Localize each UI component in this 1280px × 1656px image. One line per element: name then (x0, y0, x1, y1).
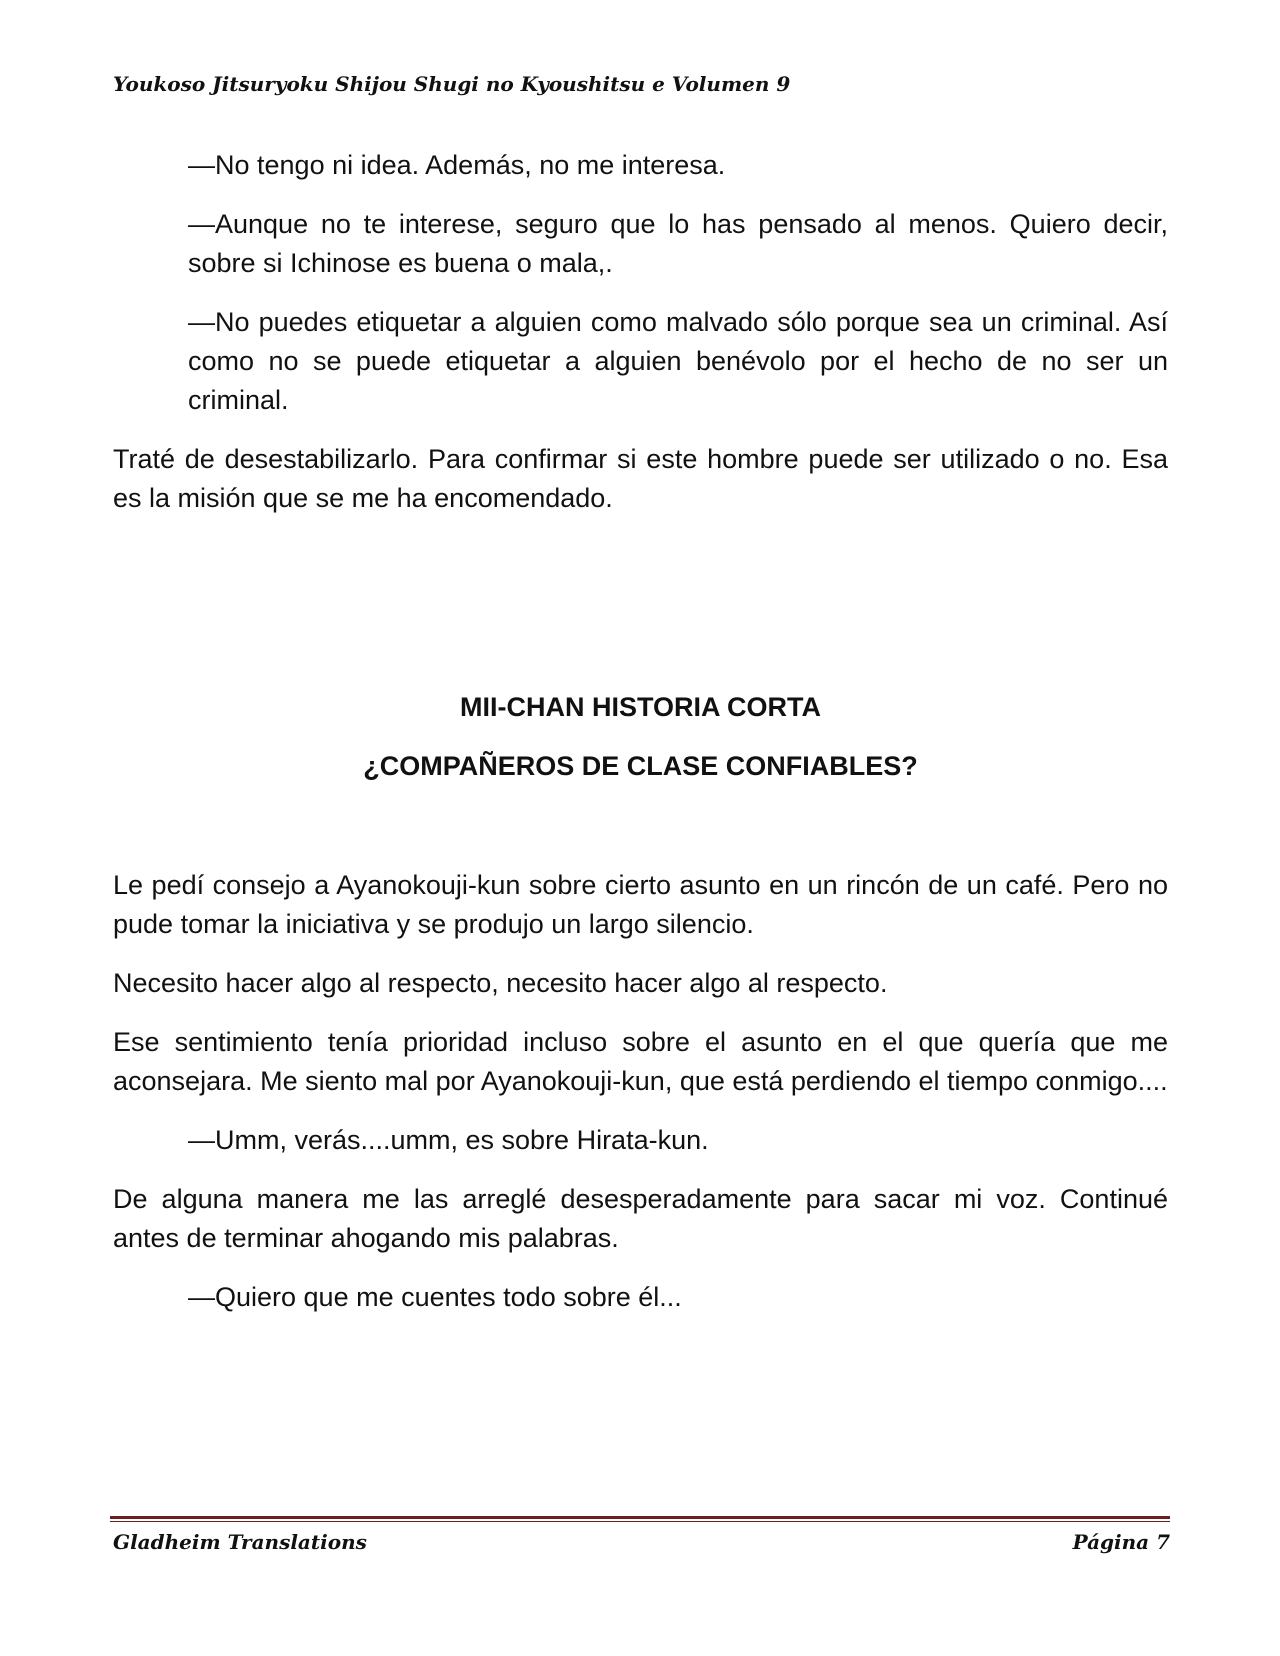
title-spacer (113, 806, 1168, 866)
section-title: MII-CHAN HISTORIA CORTA (460, 692, 821, 722)
footer-page-number: Página 7 (1072, 1530, 1170, 1554)
narration-paragraph: Necesito hacer algo al respecto, necesito hacer algo al respecto. (113, 968, 888, 998)
dialogue-paragraph: —No puedes etiquetar a alguien como malvado sólo porque sea un criminal. Así como no se puede etiquetar a alguien benévolo por el hecho de no ser un criminal. (188, 307, 1168, 415)
footer-translator: Gladheim Translations (113, 1530, 367, 1554)
narration-paragraph: Ese sentimiento tenía prioridad incluso sobre el asunto en el que quería que me aconsejara. Me siento mal por Ayanokouji-kun, que está perdiendo el tiempo conmigo.... (113, 1027, 1168, 1096)
dialogue-paragraph: —Umm, verás....umm, es sobre Hirata-kun. (188, 1125, 709, 1155)
narration-paragraph: Le pedí consejo a Ayanokouji-kun sobre cierto asunto en un rincón de un café. Pero no pude tomar la iniciativa y se produjo un largo silencio. (113, 870, 1168, 939)
dialogue-paragraph: —Quiero que me cuentes todo sobre él... (188, 1282, 682, 1312)
dialogue-paragraph: —Aunque no te interese, seguro que lo has pensado al menos. Quiero decir, sobre si Ichinose es buena o mala,. (188, 209, 1168, 278)
page-body (113, 146, 1168, 1337)
footer-divider (110, 1516, 1170, 1522)
section-subtitle: ¿COMPAÑEROS DE CLASE CONFIABLES? (363, 751, 918, 781)
dialogue-paragraph: —No tengo ni idea. Además, no me interesa. (188, 150, 726, 180)
section-spacer (113, 538, 1168, 688)
narration-paragraph: De alguna manera me las arreglé desesperadamente para sacar mi voz. Continué antes de terminar ahogando mis palabras. (113, 1184, 1168, 1253)
page-header-title: Youkoso Jitsuryoku Shijou Shugi no Kyoushitsu e Volumen 9 (113, 72, 791, 96)
narration-paragraph: Traté de desestabilizarlo. Para confirmar si este hombre puede ser utilizado o no. Esa es la misión que se me ha encomendado. (113, 444, 1168, 513)
